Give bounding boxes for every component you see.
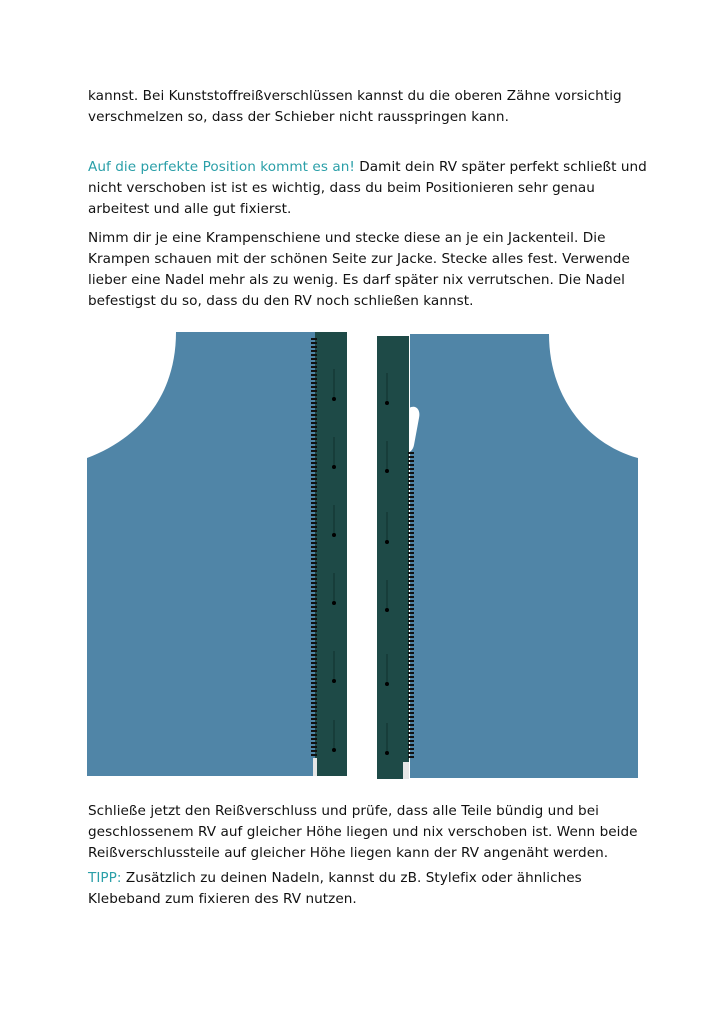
- zipper-tooth: [311, 626, 317, 628]
- zipper-tooth: [311, 602, 317, 604]
- zipper-tooth: [311, 502, 317, 504]
- left-tape-end: [313, 758, 317, 776]
- zipper-tooth: [311, 482, 317, 484]
- zipper-tooth: [311, 722, 317, 724]
- zipper-tooth: [311, 606, 317, 608]
- zipper-tooth: [408, 668, 414, 670]
- zipper-tooth: [408, 464, 414, 466]
- zipper-tooth: [311, 638, 317, 640]
- zipper-tooth: [408, 560, 414, 562]
- zipper-tooth: [408, 476, 414, 478]
- paragraph-zipper-teeth-text: kannst. Bei Kunststoffreißverschlüssen kannst du die oberen Zähne vorsichtig verschmelzen so, dass der Schieber nicht rausspringen kann.: [88, 88, 622, 125]
- zipper-tooth: [311, 634, 317, 636]
- pin-head: [332, 601, 336, 605]
- zipper-tooth: [311, 734, 317, 736]
- pin-head: [332, 679, 336, 683]
- pin-head: [332, 397, 336, 401]
- zipper-tooth: [311, 506, 317, 508]
- pin-head: [385, 401, 389, 405]
- zipper-tooth: [311, 490, 317, 492]
- zipper-tooth: [311, 370, 317, 372]
- zipper-tooth: [408, 564, 414, 566]
- zipper-tooth: [311, 654, 317, 656]
- zipper-tooth: [311, 550, 317, 552]
- zipper-tooth: [311, 442, 317, 444]
- zipper-tooth: [408, 632, 414, 634]
- right-zipper-tape: [377, 336, 409, 779]
- zipper-tooth: [408, 616, 414, 618]
- zipper-tooth: [408, 528, 414, 530]
- zipper-tooth: [408, 640, 414, 642]
- zipper-tooth: [311, 754, 317, 756]
- zipper-tooth: [408, 724, 414, 726]
- pin-head: [385, 469, 389, 473]
- zipper-tooth: [408, 520, 414, 522]
- zipper-tooth: [408, 676, 414, 678]
- pin-head: [332, 748, 336, 752]
- zipper-tooth: [408, 452, 414, 454]
- zipper-tooth: [311, 518, 317, 520]
- zipper-tooth: [311, 746, 317, 748]
- zipper-tooth: [408, 732, 414, 734]
- pin-head: [385, 608, 389, 612]
- zipper-tooth: [408, 592, 414, 594]
- zipper-tooth: [311, 718, 317, 720]
- positioning-highlight: Auf die perfekte Position kommt es an!: [88, 159, 355, 175]
- close-and-check-text: Schließe jetzt den Reißverschluss und prüfe, dass alle Teile bündig und bei geschlossenem RV auf gleicher Höhe liegen und nix verschoben ist. Wenn beide Reißverschlussteile auf gleicher Höhe liegen kann der RV angenäht werden.: [88, 803, 638, 861]
- pin-head: [332, 465, 336, 469]
- zipper-tooth: [311, 358, 317, 360]
- zipper-tooth: [311, 730, 317, 732]
- zipper-tooth: [311, 710, 317, 712]
- zipper-tooth: [311, 570, 317, 572]
- zipper-tooth: [311, 366, 317, 368]
- zipper-tooth: [311, 466, 317, 468]
- positioning-text: Damit dein RV später perfekt schließt und nicht verschoben ist ist es wichtig, dass du beim Positionieren sehr genau arbeitest und alle gut fixierst.: [88, 159, 647, 217]
- zipper-tooth: [311, 666, 317, 668]
- zipper-tooth: [311, 582, 317, 584]
- zipper-tooth: [408, 708, 414, 710]
- zipper-tooth: [408, 704, 414, 706]
- left-jacket-panel: [87, 332, 316, 776]
- zipper-tooth: [311, 646, 317, 648]
- zipper-tooth: [408, 744, 414, 746]
- right-jacket-panel: [410, 334, 638, 778]
- zipper-tooth: [311, 338, 317, 340]
- zipper-tooth: [311, 514, 317, 516]
- zipper-tooth: [311, 414, 317, 416]
- zipper-tooth: [408, 644, 414, 646]
- zipper-tooth: [311, 738, 317, 740]
- zipper-tooth: [311, 346, 317, 348]
- zipper-tooth: [408, 712, 414, 714]
- zipper-tooth: [311, 526, 317, 528]
- zipper-tooth: [408, 656, 414, 658]
- zipper-tooth: [311, 486, 317, 488]
- zipper-tooth: [408, 672, 414, 674]
- zipper-tooth: [408, 728, 414, 730]
- zipper-tooth: [408, 648, 414, 650]
- zipper-tooth: [408, 472, 414, 474]
- zipper-tooth: [311, 406, 317, 408]
- zipper-tooth: [408, 608, 414, 610]
- zipper-tooth: [311, 470, 317, 472]
- zipper-tooth: [311, 542, 317, 544]
- zipper-tooth: [408, 636, 414, 638]
- zipper-tooth: [408, 556, 414, 558]
- zipper-tooth: [408, 680, 414, 682]
- zipper-tooth: [311, 378, 317, 380]
- zipper-tooth: [408, 484, 414, 486]
- zipper-tooth: [311, 658, 317, 660]
- zipper-tooth: [311, 714, 317, 716]
- zipper-tooth: [311, 454, 317, 456]
- zipper-tooth: [311, 410, 317, 412]
- zipper-tooth: [311, 578, 317, 580]
- zipper-tooth: [311, 682, 317, 684]
- zipper-tooth: [311, 562, 317, 564]
- zipper-tooth: [408, 544, 414, 546]
- zipper-tooth: [311, 642, 317, 644]
- zipper-tooth: [311, 354, 317, 356]
- pin-head: [385, 682, 389, 686]
- zipper-tooth: [311, 630, 317, 632]
- zipper-tooth: [311, 398, 317, 400]
- zipper-tooth: [311, 686, 317, 688]
- zipper-tooth: [408, 540, 414, 542]
- zipper-tooth: [311, 698, 317, 700]
- zipper-tooth: [408, 524, 414, 526]
- zipper-tooth: [408, 612, 414, 614]
- zipper-tooth: [311, 650, 317, 652]
- zipper-tooth: [311, 670, 317, 672]
- zipper-tooth: [311, 478, 317, 480]
- zipper-tooth: [408, 756, 414, 758]
- zipper-tooth: [311, 558, 317, 560]
- zipper-tooth: [311, 498, 317, 500]
- zipper-tooth: [408, 508, 414, 510]
- left-zipper-tape: [315, 332, 347, 776]
- zipper-tooth: [408, 624, 414, 626]
- zipper-tooth: [311, 610, 317, 612]
- tip-text: Zusätzlich zu deinen Nadeln, kannst du zB. Stylefix oder ähnliches Klebeband zum fixieren des RV nutzen.: [88, 870, 582, 907]
- zipper-tooth: [408, 604, 414, 606]
- right-zipper-teeth: [408, 452, 414, 758]
- tip-label: TIPP:: [88, 870, 122, 886]
- zipper-tooth: [311, 402, 317, 404]
- zipper-tooth: [408, 736, 414, 738]
- zipper-tooth: [408, 588, 414, 590]
- zipper-tooth: [408, 664, 414, 666]
- zipper-tooth: [408, 628, 414, 630]
- zipper-tooth: [311, 566, 317, 568]
- zipper-tooth: [311, 614, 317, 616]
- zipper-tooth: [408, 504, 414, 506]
- zipper-tooth: [311, 706, 317, 708]
- zipper-tooth: [408, 652, 414, 654]
- zipper-tooth: [311, 374, 317, 376]
- zipper-tooth: [311, 530, 317, 532]
- zipper-tooth: [311, 394, 317, 396]
- zipper-tooth: [408, 480, 414, 482]
- pinning-instructions-text: Nimm dir je eine Krampenschiene und stecke diese an je ein Jackenteil. Die Krampen schauen mit der schönen Seite zur Jacke. Stecke alles fest. Verwende lieber eine Nadel mehr als zu wenig. Es darf später nix verrutschen. Die Nadel befestigst du so, dass du den RV noch schließen kannst.: [88, 230, 630, 309]
- zipper-tooth: [408, 496, 414, 498]
- zipper-tooth: [408, 548, 414, 550]
- zipper-tooth: [311, 598, 317, 600]
- zipper-tooth: [311, 430, 317, 432]
- zipper-tooth: [408, 492, 414, 494]
- zipper-tooth: [311, 662, 317, 664]
- zipper-tooth: [408, 516, 414, 518]
- zipper-tooth: [311, 618, 317, 620]
- zipper-tooth: [408, 620, 414, 622]
- zipper-tooth: [311, 362, 317, 364]
- zipper-tooth: [311, 342, 317, 344]
- paragraph-close-and-check: [88, 801, 648, 864]
- zipper-tooth: [311, 474, 317, 476]
- zipper-tooth: [311, 726, 317, 728]
- zipper-tooth: [408, 532, 414, 534]
- zipper-tooth: [311, 534, 317, 536]
- zipper-tooth: [311, 594, 317, 596]
- zipper-tooth: [311, 510, 317, 512]
- zipper-tooth: [311, 590, 317, 592]
- zipper-tooth: [408, 700, 414, 702]
- zipper-tooth: [408, 500, 414, 502]
- zipper-tooth: [408, 660, 414, 662]
- zipper-tooth: [311, 386, 317, 388]
- zipper-tooth: [311, 522, 317, 524]
- zipper-tooth: [408, 692, 414, 694]
- zipper-tooth: [311, 350, 317, 352]
- zipper-tooth: [408, 568, 414, 570]
- zipper-tooth: [408, 552, 414, 554]
- zipper-tooth: [408, 512, 414, 514]
- zipper-tooth: [408, 596, 414, 598]
- zipper-tooth: [311, 694, 317, 696]
- zipper-tooth: [408, 716, 414, 718]
- zipper-tooth: [311, 574, 317, 576]
- zipper-tooth: [408, 720, 414, 722]
- zipper-tooth: [311, 382, 317, 384]
- paragraph-tip: [88, 868, 648, 910]
- zipper-tooth: [311, 450, 317, 452]
- zipper-tooth: [311, 422, 317, 424]
- zipper-tooth: [408, 600, 414, 602]
- zipper-tooth: [311, 742, 317, 744]
- pin-head: [385, 540, 389, 544]
- zipper-tooth: [311, 750, 317, 752]
- zipper-tooth: [408, 748, 414, 750]
- zipper-tooth: [311, 462, 317, 464]
- zipper-tooth: [408, 460, 414, 462]
- zipper-tooth: [408, 536, 414, 538]
- zipper-tooth: [311, 702, 317, 704]
- zipper-tooth: [311, 418, 317, 420]
- zipper-tooth: [408, 740, 414, 742]
- pin-head: [385, 751, 389, 755]
- zipper-tooth: [311, 538, 317, 540]
- zipper-tooth: [408, 688, 414, 690]
- pin-head: [332, 533, 336, 537]
- zipper-tooth: [311, 622, 317, 624]
- zipper-tooth: [311, 690, 317, 692]
- zipper-tooth: [311, 446, 317, 448]
- zipper-tooth: [408, 684, 414, 686]
- zipper-tooth: [408, 456, 414, 458]
- zipper-tooth: [408, 752, 414, 754]
- zipper-tooth: [311, 586, 317, 588]
- zipper-tooth: [311, 458, 317, 460]
- zipper-tooth: [408, 488, 414, 490]
- zipper-tooth: [408, 584, 414, 586]
- zipper-tooth: [408, 468, 414, 470]
- zipper-tooth: [311, 546, 317, 548]
- right-tape-end: [403, 762, 409, 779]
- zipper-tooth: [311, 426, 317, 428]
- zipper-tooth: [311, 494, 317, 496]
- zipper-tooth: [311, 390, 317, 392]
- zipper-tooth: [311, 674, 317, 676]
- zipper-tooth: [408, 580, 414, 582]
- zipper-tooth: [408, 696, 414, 698]
- zipper-tooth: [311, 434, 317, 436]
- zipper-tooth: [311, 438, 317, 440]
- zipper-tooth: [311, 678, 317, 680]
- zipper-tooth: [311, 554, 317, 556]
- zipper-tooth: [408, 576, 414, 578]
- zipper-tooth: [408, 572, 414, 574]
